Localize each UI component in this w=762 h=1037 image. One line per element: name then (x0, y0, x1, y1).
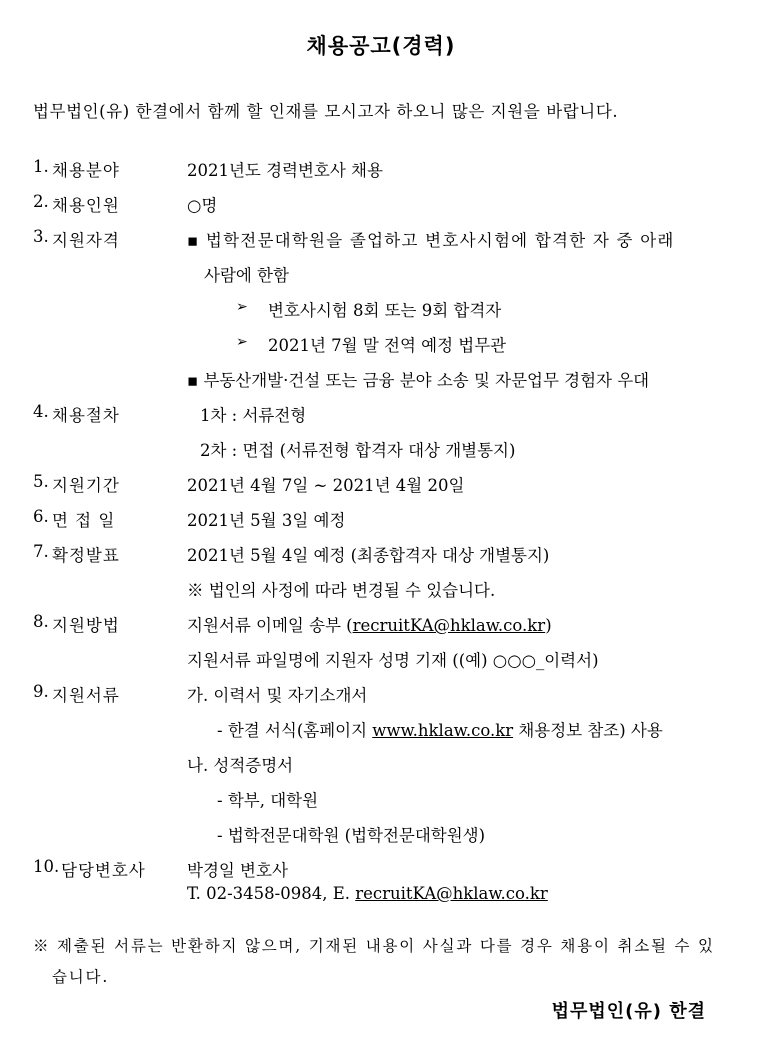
item-2-value: ○명 (187, 196, 218, 215)
item-10-contact-info (187, 884, 548, 903)
item-9-a-1 (217, 717, 663, 741)
homepage-link[interactable]: www.hklaw.co.kr (372, 721, 514, 740)
item-7-note: ※ 법인의 사정에 따라 변경될 수 있습니다. (187, 581, 496, 600)
item-10-contact-name: 박경일 변호사 (187, 861, 288, 880)
item-3-bullet-1-cont: 사람에 한함 (204, 266, 289, 285)
item-3-sub-1: 변호사시험 8회 또는 9회 합격자 (268, 301, 502, 320)
item-8-line-2: 지원서류 파일명에 지원자 성명 기재 ((예) ○○○_이력서) (187, 651, 599, 670)
item-8-number: 8. (33, 612, 49, 631)
item-7-value: 2021년 5월 4일 예정 (최종합격자 대상 개별통지) (187, 546, 550, 565)
item-8-label: 지원방법 (52, 616, 120, 635)
item-8-line-1 (187, 612, 552, 636)
arrow-bullet-icon: ➢ (236, 334, 248, 350)
page-title: 채용공고(경력) (306, 34, 456, 58)
footnote-line-2: 습니다. (52, 968, 110, 986)
contact-email-link[interactable]: recruitKA@hklaw.co.kr (355, 884, 548, 903)
item-6-value: 2021년 5월 3일 예정 (187, 511, 346, 530)
item-8-line-1-pre: 지원서류 이메일 송부 ( (187, 616, 353, 635)
item-9-number: 9. (33, 682, 49, 701)
email-link[interactable]: recruitKA@hklaw.co.kr (352, 616, 546, 635)
item-9-b: 나. 성적증명서 (187, 756, 294, 775)
item-3-sub-2: 2021년 7월 말 전역 예정 법무관 (268, 336, 507, 355)
item-10-number: 10. (33, 857, 60, 876)
item-3-bullet-1: ▪ 법학전문대학원을 졸업하고 변호사시험에 합격한 자 중 아래 (187, 231, 675, 250)
item-9-a-1-pre: - 한결 서식(홈페이지 (217, 721, 373, 740)
item-1-label: 채용분야 (52, 161, 120, 180)
item-6-number: 6. (33, 507, 49, 526)
firm-signature: 법무법인(유) 한결 (551, 1001, 706, 1022)
item-10-contact-phone: T. 02-3458-0984, E. (187, 884, 356, 903)
item-9-b-1: - 학부, 대학원 (217, 791, 319, 810)
item-9-a: 가. 이력서 및 자기소개서 (187, 686, 368, 705)
item-2-number: 2. (33, 192, 49, 211)
item-10-label: 담당변호사 (61, 861, 146, 880)
footnote-line-1: ※ 제출된 서류는 반환하지 않으며, 기재된 내용이 사실과 다를 경우 채용이 취소될 수 있 (33, 937, 715, 955)
item-9-a-1-post: 채용정보 참조) 사용 (513, 721, 663, 740)
arrow-bullet-icon: ➢ (236, 299, 248, 315)
item-3-label: 지원자격 (52, 231, 120, 250)
item-9-label: 지원서류 (52, 686, 120, 705)
item-7-label: 확정발표 (52, 546, 120, 565)
item-3-number: 3. (33, 227, 49, 246)
item-4-number: 4. (33, 402, 49, 421)
item-6-label: 면 접 일 (52, 511, 116, 530)
item-4-step-1: 1차 : 서류전형 (200, 406, 307, 425)
item-8-line-1-post: ) (545, 616, 552, 635)
item-5-label: 지원기간 (52, 476, 120, 495)
item-2-label: 채용인원 (52, 196, 120, 215)
item-9-b-2: - 법학전문대학원 (법학전문대학원생) (217, 826, 486, 845)
intro-text: 법무법인(유) 한결에서 함께 할 인재를 모시고자 하오니 많은 지원을 바랍니다. (33, 102, 619, 121)
item-1-value: 2021년도 경력변호사 채용 (187, 161, 383, 180)
item-5-value: 2021년 4월 7일 ~ 2021년 4월 20일 (187, 476, 465, 495)
item-4-step-2: 2차 : 면접 (서류전형 합격자 대상 개별통지) (200, 441, 516, 460)
item-1-number: 1. (33, 157, 49, 176)
item-4-label: 채용절차 (52, 406, 120, 425)
item-7-number: 7. (33, 542, 49, 561)
item-3-bullet-2: ▪ 부동산개발·건설 또는 금융 분야 소송 및 자문업무 경험자 우대 (187, 371, 650, 390)
item-5-number: 5. (33, 472, 49, 491)
